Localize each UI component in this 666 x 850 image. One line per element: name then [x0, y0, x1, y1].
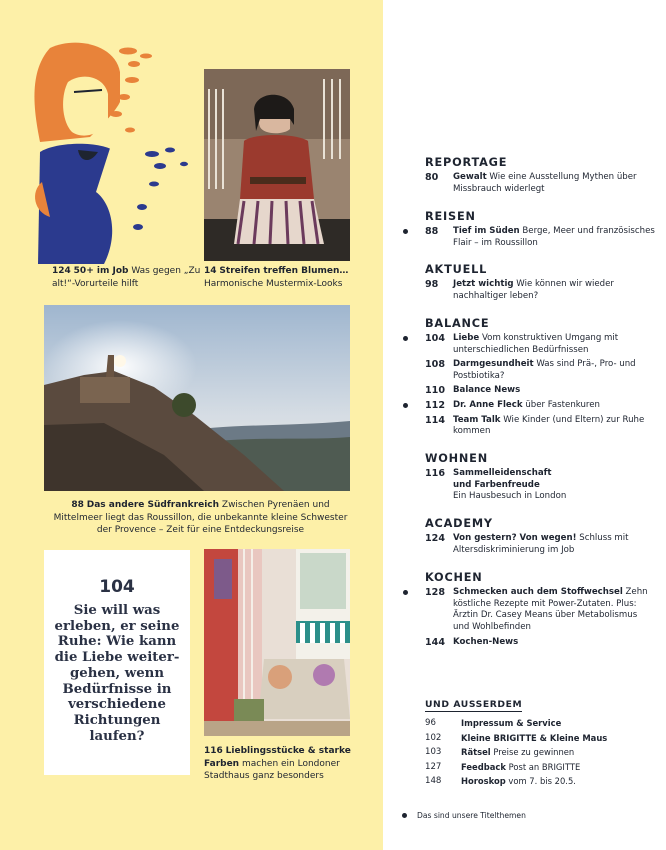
travel-caption-title: Das andere Südfrankreich: [86, 500, 220, 510]
entry-title: Gewalt: [453, 172, 487, 182]
section-kochen: [425, 571, 655, 649]
toc-entry[interactable]: [425, 359, 655, 382]
job-caption-page: 124: [52, 266, 71, 276]
job-caption-title: 50+ im Job: [73, 266, 129, 276]
quote-page: 104: [99, 577, 135, 597]
cover-topic-dot: [402, 813, 407, 818]
toc-entry[interactable]: [425, 279, 655, 302]
travel-caption-text: Zwischen Pyrenäen und Mittelmeer liegt das Roussillon, die unbekannte kleine Schwester der Provence – Zeit für eine Entdeckungsreise: [53, 500, 348, 535]
entry-title: Feedback: [461, 761, 506, 772]
job-caption-text: Was gegen „Zu alt!“-Vorurteile hilft: [52, 266, 201, 289]
entry-title: Horoskop: [461, 776, 506, 786]
section-academy: [425, 517, 655, 556]
interior-caption-title: Lieblingsstücke & starke Farben: [204, 746, 351, 769]
section-reportage: [425, 156, 655, 195]
toc-entry[interactable]: [425, 415, 655, 438]
entry-text: vom 7. bis 20.5.: [508, 776, 576, 786]
extra-row[interactable]: [425, 716, 655, 731]
entry-title: Schmecken auch dem Stoffwechsel: [453, 587, 623, 597]
entry-text: Berge, Meer und französisches Flair – im Roussillon: [453, 226, 655, 248]
fashion-caption-page: 14: [204, 266, 217, 276]
toc-entry[interactable]: [425, 172, 655, 195]
legend-text: Das sind unsere Titelthemen: [417, 811, 526, 820]
cover-topics-legend: [402, 811, 526, 820]
cover-topic-dot: [403, 403, 408, 408]
extra-row[interactable]: [425, 745, 655, 760]
section-wohnen: [425, 452, 655, 503]
entry-page: 96: [425, 718, 436, 728]
interior-caption-page: 116: [204, 746, 223, 756]
section-title: KOCHEN: [425, 571, 483, 584]
section-title: REPORTAGE: [425, 156, 508, 169]
cover-topic-dot: [403, 229, 408, 234]
entry-title: Kochen-News: [453, 637, 519, 648]
fashion-caption-text: Harmonische Mustermix-Looks: [204, 278, 343, 289]
section-title: UND AUSSERDEM: [425, 699, 523, 710]
entry-title: Dr. Anne Fleck: [453, 399, 523, 410]
section-extra: [425, 692, 655, 789]
cover-topic-dot: [403, 336, 408, 341]
entry-page: 102: [425, 732, 442, 743]
quote-box: [44, 550, 190, 775]
entry-page: 114: [425, 414, 446, 426]
section-title: WOHNEN: [425, 452, 488, 465]
entry-page: 98: [425, 279, 439, 290]
interior-caption-text: machen ein Londoner Stadthaus ganz besonders: [204, 758, 340, 781]
extra-row[interactable]: [425, 731, 655, 746]
entry-text: Post an BRIGITTE: [508, 761, 581, 772]
entry-text: Wie können wir wieder nachhaltiger leben?: [453, 279, 614, 301]
section-title: ACADEMY: [425, 517, 493, 530]
quote-text: Sie will was erleben, er seine Ruhe: Wie kann die Liebe weiter-gehen, wenn Bedürfnisse in verschiedene Richtungen laufen?: [54, 603, 180, 744]
section-title: BALANCE: [425, 317, 490, 330]
entry-text: Ein Hausbesuch in London: [453, 491, 567, 502]
entry-text: Preise zu gewinnen: [493, 747, 575, 757]
entry-page: 110: [425, 385, 446, 397]
toc-entry[interactable]: [425, 400, 655, 412]
entry-title: Darmgesundheit: [453, 359, 534, 370]
section-title: REISEN: [425, 210, 476, 223]
extra-row[interactable]: [425, 774, 655, 789]
fashion-photo: [204, 69, 350, 261]
entry-page: 124: [425, 533, 446, 544]
entry-text: Was sind Prä-, Pro- und Postbiotika?: [453, 359, 636, 381]
entry-page: 88: [425, 226, 439, 237]
entry-page: 128: [425, 587, 446, 598]
entry-title: Sammelleidenschaft und Farbenfreude: [453, 468, 552, 490]
entry-text: Zehn köstliche Rezepte mit Power-Zutaten. Plus: Ärztin Dr. Casey Means über Metabolismus und Wohlbefinden: [453, 587, 648, 632]
entry-title: Liebe: [453, 333, 480, 343]
toc-entry[interactable]: [425, 637, 655, 649]
section-aktuell: [425, 263, 655, 302]
toc-entry[interactable]: [425, 333, 655, 356]
section-title: AKTUELL: [425, 263, 488, 276]
toc-entry[interactable]: [425, 587, 655, 633]
entry-text: Wie eine Ausstellung Mythen über Missbrauch widerlegt: [453, 172, 637, 194]
entry-page: 112: [425, 399, 446, 411]
entry-page: 108: [425, 359, 446, 371]
entry-title: Kleine BRIGITTE & Kleine Maus: [461, 732, 608, 743]
interior-photo: [204, 549, 350, 736]
entry-title: Jetzt wichtig: [453, 279, 514, 289]
woman-illustration: [20, 42, 200, 264]
entry-title: Von gestern? Von wegen!: [453, 533, 577, 543]
travel-caption: [48, 499, 353, 537]
entry-page: 127: [425, 761, 442, 772]
entry-text: Vom konstruktiven Umgang mit unterschiedlichen Bedürfnissen: [453, 333, 619, 355]
toc-entry[interactable]: [425, 385, 655, 397]
toc-entry[interactable]: [425, 226, 655, 249]
landscape-photo: [44, 305, 350, 491]
fashion-caption-title: Streifen treffen Blumen…: [219, 266, 349, 276]
entry-title: Impressum & Service: [461, 718, 562, 728]
extra-row[interactable]: [425, 760, 655, 775]
entry-text: Schluss mit Altersdiskriminierung im Job: [453, 533, 629, 555]
section-reisen: [425, 210, 655, 249]
entry-title: Rätsel: [461, 747, 491, 757]
entry-page: 80: [425, 172, 439, 183]
entry-title: Team Talk: [453, 414, 501, 425]
fashion-caption: [204, 265, 364, 290]
cover-topic-dot: [403, 590, 408, 595]
toc-entry[interactable]: [425, 533, 655, 556]
entry-page: 104: [425, 333, 446, 344]
entry-text: Wie Kinder (und Eltern) zur Ruhe kommen: [453, 414, 645, 437]
entry-page: 103: [425, 747, 442, 757]
interior-caption: [204, 745, 354, 783]
toc-entry[interactable]: [425, 468, 655, 503]
entry-page: 148: [425, 776, 442, 786]
entry-page: 116: [425, 468, 446, 479]
travel-caption-page: 88: [71, 500, 84, 510]
job-caption: [52, 265, 202, 290]
section-balance: [425, 317, 655, 438]
entry-title: Balance News: [453, 385, 521, 396]
entry-page: 144: [425, 637, 446, 649]
entry-title: Tief im Süden: [453, 226, 520, 236]
entry-text: über Fastenkuren: [525, 399, 601, 410]
